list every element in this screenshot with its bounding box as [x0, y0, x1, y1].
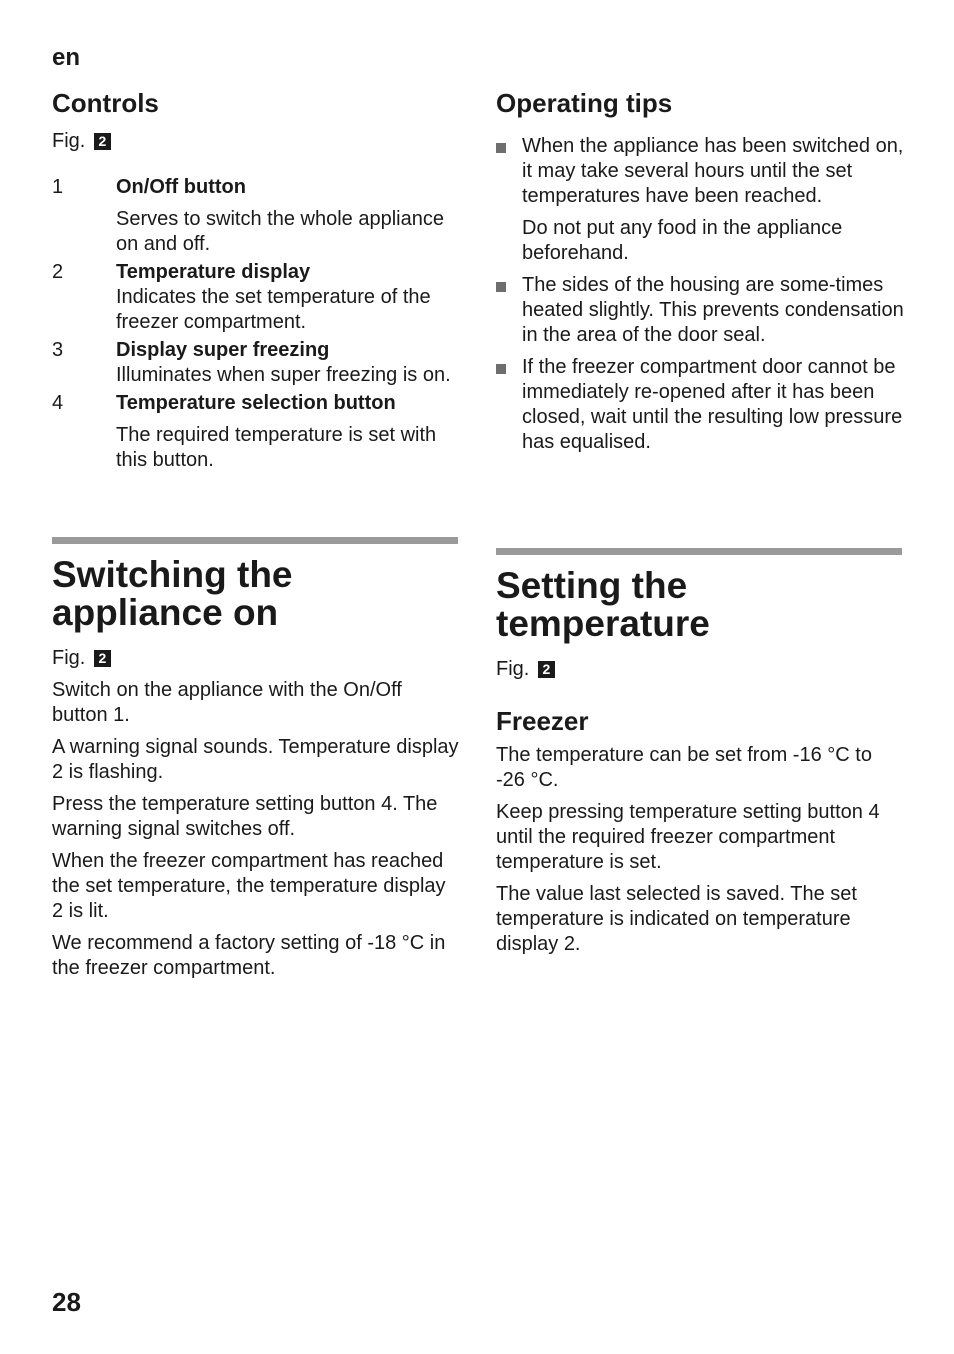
heading-line: Setting the: [496, 565, 688, 606]
setting-temperature-heading: [496, 567, 906, 643]
tip-note: Do not put any food in the appliance beforehand.: [522, 217, 843, 264]
tip-item: [496, 273, 906, 348]
heading-line: temperature: [496, 603, 710, 644]
item-number: 1: [52, 176, 64, 198]
page-number: 28: [52, 1287, 81, 1317]
operating-tips-heading: Operating tips: [496, 88, 673, 118]
square-bullet-icon: [496, 143, 506, 153]
tip-text: When the appliance has been switched on, it may take several hours until the set temperatures have been reached.: [522, 135, 904, 207]
item-description: Illuminates when super freezing is on.: [116, 364, 451, 386]
fig-number-badge: 2: [94, 133, 111, 150]
item-number: 2: [52, 261, 64, 283]
item-number: 3: [52, 339, 64, 361]
tip-item: [496, 134, 906, 266]
controls-fig-ref: [52, 129, 462, 154]
controls-item: [52, 391, 462, 473]
controls-heading: Controls: [52, 88, 159, 118]
paragraph: Keep pressing temperature setting button 4 until the required freezer compartment temperature is set.: [496, 801, 880, 873]
tip-text: The sides of the housing are some-times heated slightly. This prevents condensation in the area of the door seal.: [522, 274, 904, 346]
item-description: Serves to switch the whole appliance on and off.: [116, 208, 444, 255]
item-label: Temperature selection button: [116, 392, 396, 414]
tip-item: [496, 355, 906, 455]
heading-line: appliance on: [52, 592, 279, 633]
controls-item: [52, 338, 462, 388]
fig-label: Fig.: [496, 658, 530, 680]
paragraph: The value last selected is saved. The set temperature is indicated on temperature display 2.: [496, 883, 857, 955]
paragraph: A warning signal sounds. Temperature display 2 is flashing.: [52, 736, 459, 783]
operating-tips-section: [496, 88, 906, 118]
item-label: Temperature display: [116, 261, 311, 283]
switching-on-heading: [52, 556, 462, 632]
setting-temperature-section: [496, 567, 906, 964]
item-label: On/Off button: [116, 176, 246, 198]
fig-label: Fig.: [52, 130, 86, 152]
item-number: 4: [52, 392, 64, 414]
square-bullet-icon: [496, 282, 506, 292]
setting-temperature-fig-ref: [496, 657, 906, 682]
paragraph: The temperature can be set from -16 °C to -26 °C.: [496, 744, 872, 791]
controls-section: [52, 88, 462, 154]
paragraph: We recommend a factory setting of -18 °C in the freezer compartment.: [52, 932, 446, 979]
freezer-subheading: Freezer: [496, 706, 589, 736]
item-description: Indicates the set temperature of the freezer compartment.: [116, 286, 431, 333]
section-divider: [496, 548, 902, 555]
language-tag: en: [52, 44, 81, 71]
switching-on-section: [52, 556, 462, 988]
heading-line: Switching the: [52, 554, 293, 595]
paragraph: Press the temperature setting button 4. The warning signal switches off.: [52, 793, 438, 840]
tip-text: If the freezer compartment door cannot be immediately re-opened after it has been closed, wait until the resulting low pressure has equalised.: [522, 356, 903, 453]
controls-list: [52, 175, 462, 473]
item-label: Display super freezing: [116, 339, 330, 361]
fig-label: Fig.: [52, 647, 86, 669]
square-bullet-icon: [496, 364, 506, 374]
fig-number-badge: 2: [538, 661, 555, 678]
section-divider: [52, 537, 458, 544]
switching-on-fig-ref: [52, 646, 462, 671]
fig-number-badge: 2: [94, 650, 111, 667]
operating-tips-list: [496, 134, 906, 462]
item-description: The required temperature is set with this button.: [116, 424, 437, 471]
controls-item: [52, 175, 462, 257]
paragraph: Switch on the appliance with the On/Off button 1.: [52, 679, 402, 726]
paragraph: When the freezer compartment has reached the set temperature, the temperature display 2 is lit.: [52, 850, 446, 922]
controls-item: [52, 260, 462, 335]
